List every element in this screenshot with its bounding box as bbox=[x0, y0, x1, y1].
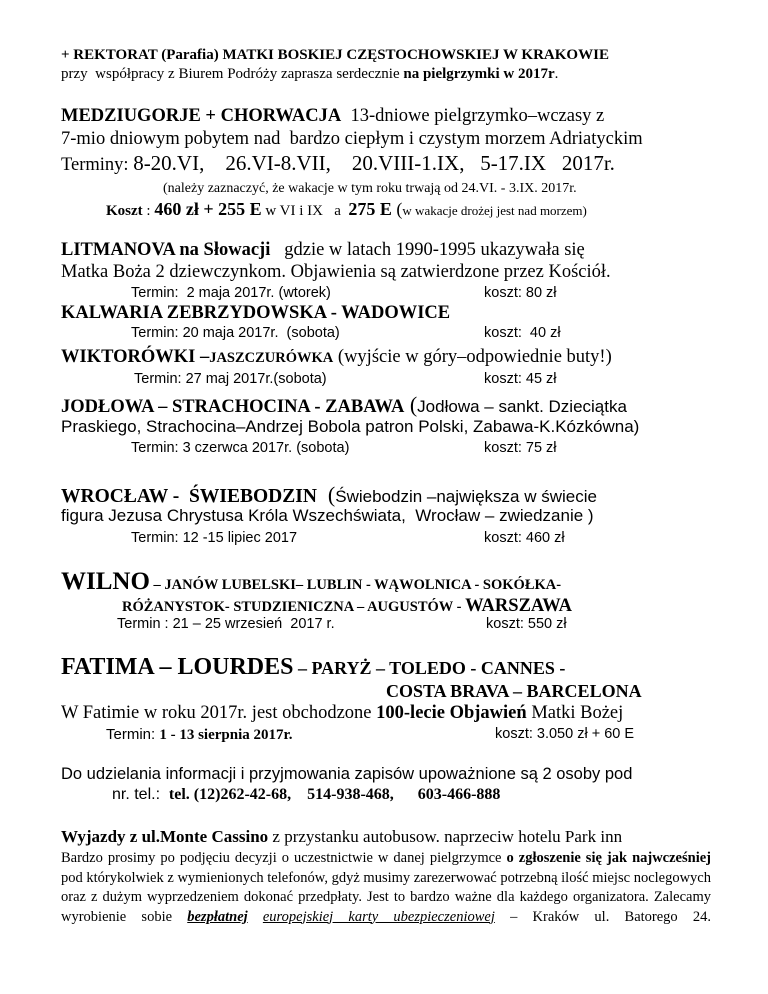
footer-departure: Wyjazdy z ul.Monte Cassino bbox=[61, 827, 269, 846]
fatima-cost: koszt: 3.050 zł + 60 E bbox=[495, 726, 635, 742]
jodlowa-desc2: Praskiego, Strachocina–Andrzej Bobola patron Polski, Zabawa-K.Kózkówna) bbox=[61, 417, 640, 436]
medziugorje-note: (należy zaznaczyć, że wakacje w tym roku trwają od 24.VI. - 3.IX. 2017r. bbox=[163, 181, 577, 196]
kalwaria-title: KALWARIA ZEBRZYDOWSKA - WADOWICE bbox=[61, 303, 451, 323]
wilno-title-end: WARSZAWA bbox=[465, 596, 573, 616]
contact-phone-numbers: tel. (12)262-42-68, 514-938-468, 603-466-888 bbox=[168, 786, 501, 803]
footer-departure-rest: z przystanku autobusow. naprzeciw hotelu Park inn bbox=[268, 827, 623, 846]
contact-phones bbox=[112, 786, 500, 804]
wilno-title-big: WILNO bbox=[61, 568, 150, 595]
wilno-cost: koszt: 550 zł bbox=[486, 616, 567, 632]
header-subtitle-end: . bbox=[554, 66, 559, 82]
footer-line1 bbox=[61, 828, 622, 847]
footer-p-e bbox=[248, 909, 263, 925]
wilno-line1 bbox=[61, 568, 561, 596]
wiktorowki-title-b: JASZCZURÓWKA bbox=[209, 350, 334, 366]
medziugorje-cost-d: ( bbox=[391, 199, 403, 219]
footer-p-a: Bardzo prosimy po podjęciu decyzji o uczestnictwie w danej pielgrzymce bbox=[61, 850, 507, 866]
wiktorowki-cost: koszt: 45 zł bbox=[484, 371, 557, 387]
medziugorje-cost-c: 275 E bbox=[348, 199, 392, 219]
wroclaw-desc1: Świebodzin –największa w świecie bbox=[335, 487, 597, 506]
footer-p-f: europejskiej karty ubezpieczeniowej bbox=[262, 908, 495, 925]
kalwaria-cost: koszt: 40 zł bbox=[484, 325, 561, 341]
litmanova-term: Termin: 2 maja 2017r. (wtorek) bbox=[131, 285, 331, 301]
medziugorje-cost-sep: : bbox=[142, 203, 155, 219]
medziugorje-line1 bbox=[61, 106, 604, 126]
wiktorowki-term: Termin: 27 maj 2017r.(sobota) bbox=[134, 371, 327, 387]
fatima-title-rest: – PARYŻ – TOLEDO - CANNES - bbox=[293, 658, 566, 678]
wroclaw-desc2: figura Jezusa Chrystusa Króla Wszechświata, Wrocław – zwiedzanie ) bbox=[61, 506, 594, 525]
jodlowa-term: Termin: 3 czerwca 2017r. (sobota) bbox=[131, 440, 350, 456]
medziugorje-title: MEDZIUGORJE + CHORWACJA bbox=[61, 106, 342, 126]
jodlowa-paren: ( bbox=[404, 392, 418, 417]
litmanova-line1 bbox=[61, 240, 585, 260]
footer-p-c: pod którykolwiek z wymienionych telefonów, gdyż musimy zarezerwować potrzebną ilość miejsc noclegowych oraz z dużym wyprzedzeniem dokonać przedpłaty. Jest to bardzo ważne dla każdego organizatora. Zalecamy wyrobienie sobie bbox=[61, 869, 711, 925]
fatima-term bbox=[106, 727, 293, 744]
footer-p-b: o zgłoszenie się jak najwcześniej bbox=[506, 850, 711, 866]
medziugorje-terms-label: Terminy: bbox=[61, 155, 134, 175]
wiktorowki-line bbox=[61, 347, 612, 367]
wroclaw-title: WROCŁAW - ŚWIEBODZIN bbox=[61, 486, 317, 507]
medziugorje-cost-a: 460 zł + 255 E bbox=[154, 199, 262, 219]
fatima-title-big: FATIMA – LOURDES bbox=[61, 654, 294, 680]
wroclaw-line1 bbox=[61, 483, 597, 507]
wroclaw-cost: koszt: 460 zł bbox=[484, 530, 565, 546]
fatima-term-value: 1 - 13 sierpnia 2017r. bbox=[159, 727, 293, 743]
header-subtitle bbox=[61, 66, 558, 83]
medziugorje-desc2: 7-mio dniowym pobytem nad bardzo ciepłym i czystym morzem Adriatyckim bbox=[61, 129, 643, 149]
medziugorje-cost bbox=[106, 200, 587, 220]
header-subtitle-bold: na pielgrzymki w 2017r bbox=[403, 66, 555, 82]
footer-p-g: – Kraków ul. Batorego 24. bbox=[494, 908, 712, 925]
medziugorje-terms bbox=[61, 152, 615, 175]
medziugorje-cost-e: w wakacje drożej jest nad morzem) bbox=[402, 203, 587, 218]
medziugorje-terms-dates: 8-20.VI, 26.VI-8.VII, 20.VIII-1.IX, 5-17.IX 2017r. bbox=[133, 151, 615, 175]
jodlowa-desc1: Jodłowa – sankt. Dzieciątka bbox=[417, 397, 627, 416]
jodlowa-cost: koszt: 75 zł bbox=[484, 440, 557, 456]
jodlowa-title: JODŁOWA – STRACHOCINA - ZABAWA bbox=[61, 397, 405, 417]
wiktorowki-desc: (wyjście w góry–odpowiednie buty!) bbox=[333, 347, 612, 367]
fatima-line1 bbox=[61, 654, 565, 680]
wilno-term: Termin : 21 – 25 wrzesień 2017 r. bbox=[117, 616, 335, 632]
medziugorje-cost-label: Koszt bbox=[106, 203, 143, 219]
header-title: + REKTORAT (Parafia) MATKI BOSKIEJ CZĘSTOCHOWSKIEJ W KRAKOWIE bbox=[61, 47, 609, 63]
fatima-term-label: Termin: bbox=[106, 726, 160, 743]
wroclaw-paren: ( bbox=[316, 482, 336, 507]
litmanova-cost: koszt: 80 zł bbox=[484, 285, 557, 301]
contact-line1: Do udzielania informacji i przyjmowania zapisów upoważnione są 2 osoby pod bbox=[61, 765, 633, 783]
footer-paragraph bbox=[61, 849, 711, 927]
medziugorje-cost-b: w VI i IX a bbox=[261, 203, 349, 219]
wilno-title-rest1: – JANÓW LUBELSKI– LUBLIN - WĄWOLNICA - SOKÓŁKA- bbox=[149, 577, 562, 593]
wroclaw-term: Termin: 12 -15 lipiec 2017 bbox=[131, 530, 298, 546]
fatima-desc-a: W Fatimie w roku 2017r. jest obchodzone bbox=[61, 703, 377, 723]
litmanova-desc1: gdzie w latach 1990-1995 ukazywała się bbox=[270, 240, 585, 260]
medziugorje-desc1: 13-dniowe pielgrzymko–wczasy z bbox=[341, 106, 605, 126]
footer-p-d: bezpłatnej bbox=[187, 908, 248, 925]
jodlowa-line1 bbox=[61, 393, 627, 417]
litmanova-desc2: Matka Boża 2 dziewczynkom. Objawienia są zatwierdzone przez Kościół. bbox=[61, 262, 611, 282]
fatima-desc bbox=[61, 703, 623, 723]
wilno-line2 bbox=[122, 596, 572, 616]
fatima-desc-b: 100-lecie Objawień bbox=[376, 703, 527, 723]
wilno-title-rest2: RÓŻANYSTOK- STUDZIENICZNA – AUGUSTÓW - bbox=[122, 599, 466, 615]
contact-label: nr. tel.: bbox=[112, 786, 169, 803]
litmanova-title: LITMANOVA na Słowacji bbox=[61, 240, 271, 260]
fatima-desc-c: Matki Bożej bbox=[526, 703, 624, 723]
kalwaria-term: Termin: 20 maja 2017r. (sobota) bbox=[131, 325, 340, 341]
wiktorowki-title-a: WIKTORÓWKI – bbox=[61, 347, 210, 367]
header-subtitle-text: przy współpracy z Biurem Podróży zaprasza serdecznie bbox=[61, 66, 404, 82]
fatima-title-line2: COSTA BRAVA – BARCELONA bbox=[386, 681, 642, 701]
